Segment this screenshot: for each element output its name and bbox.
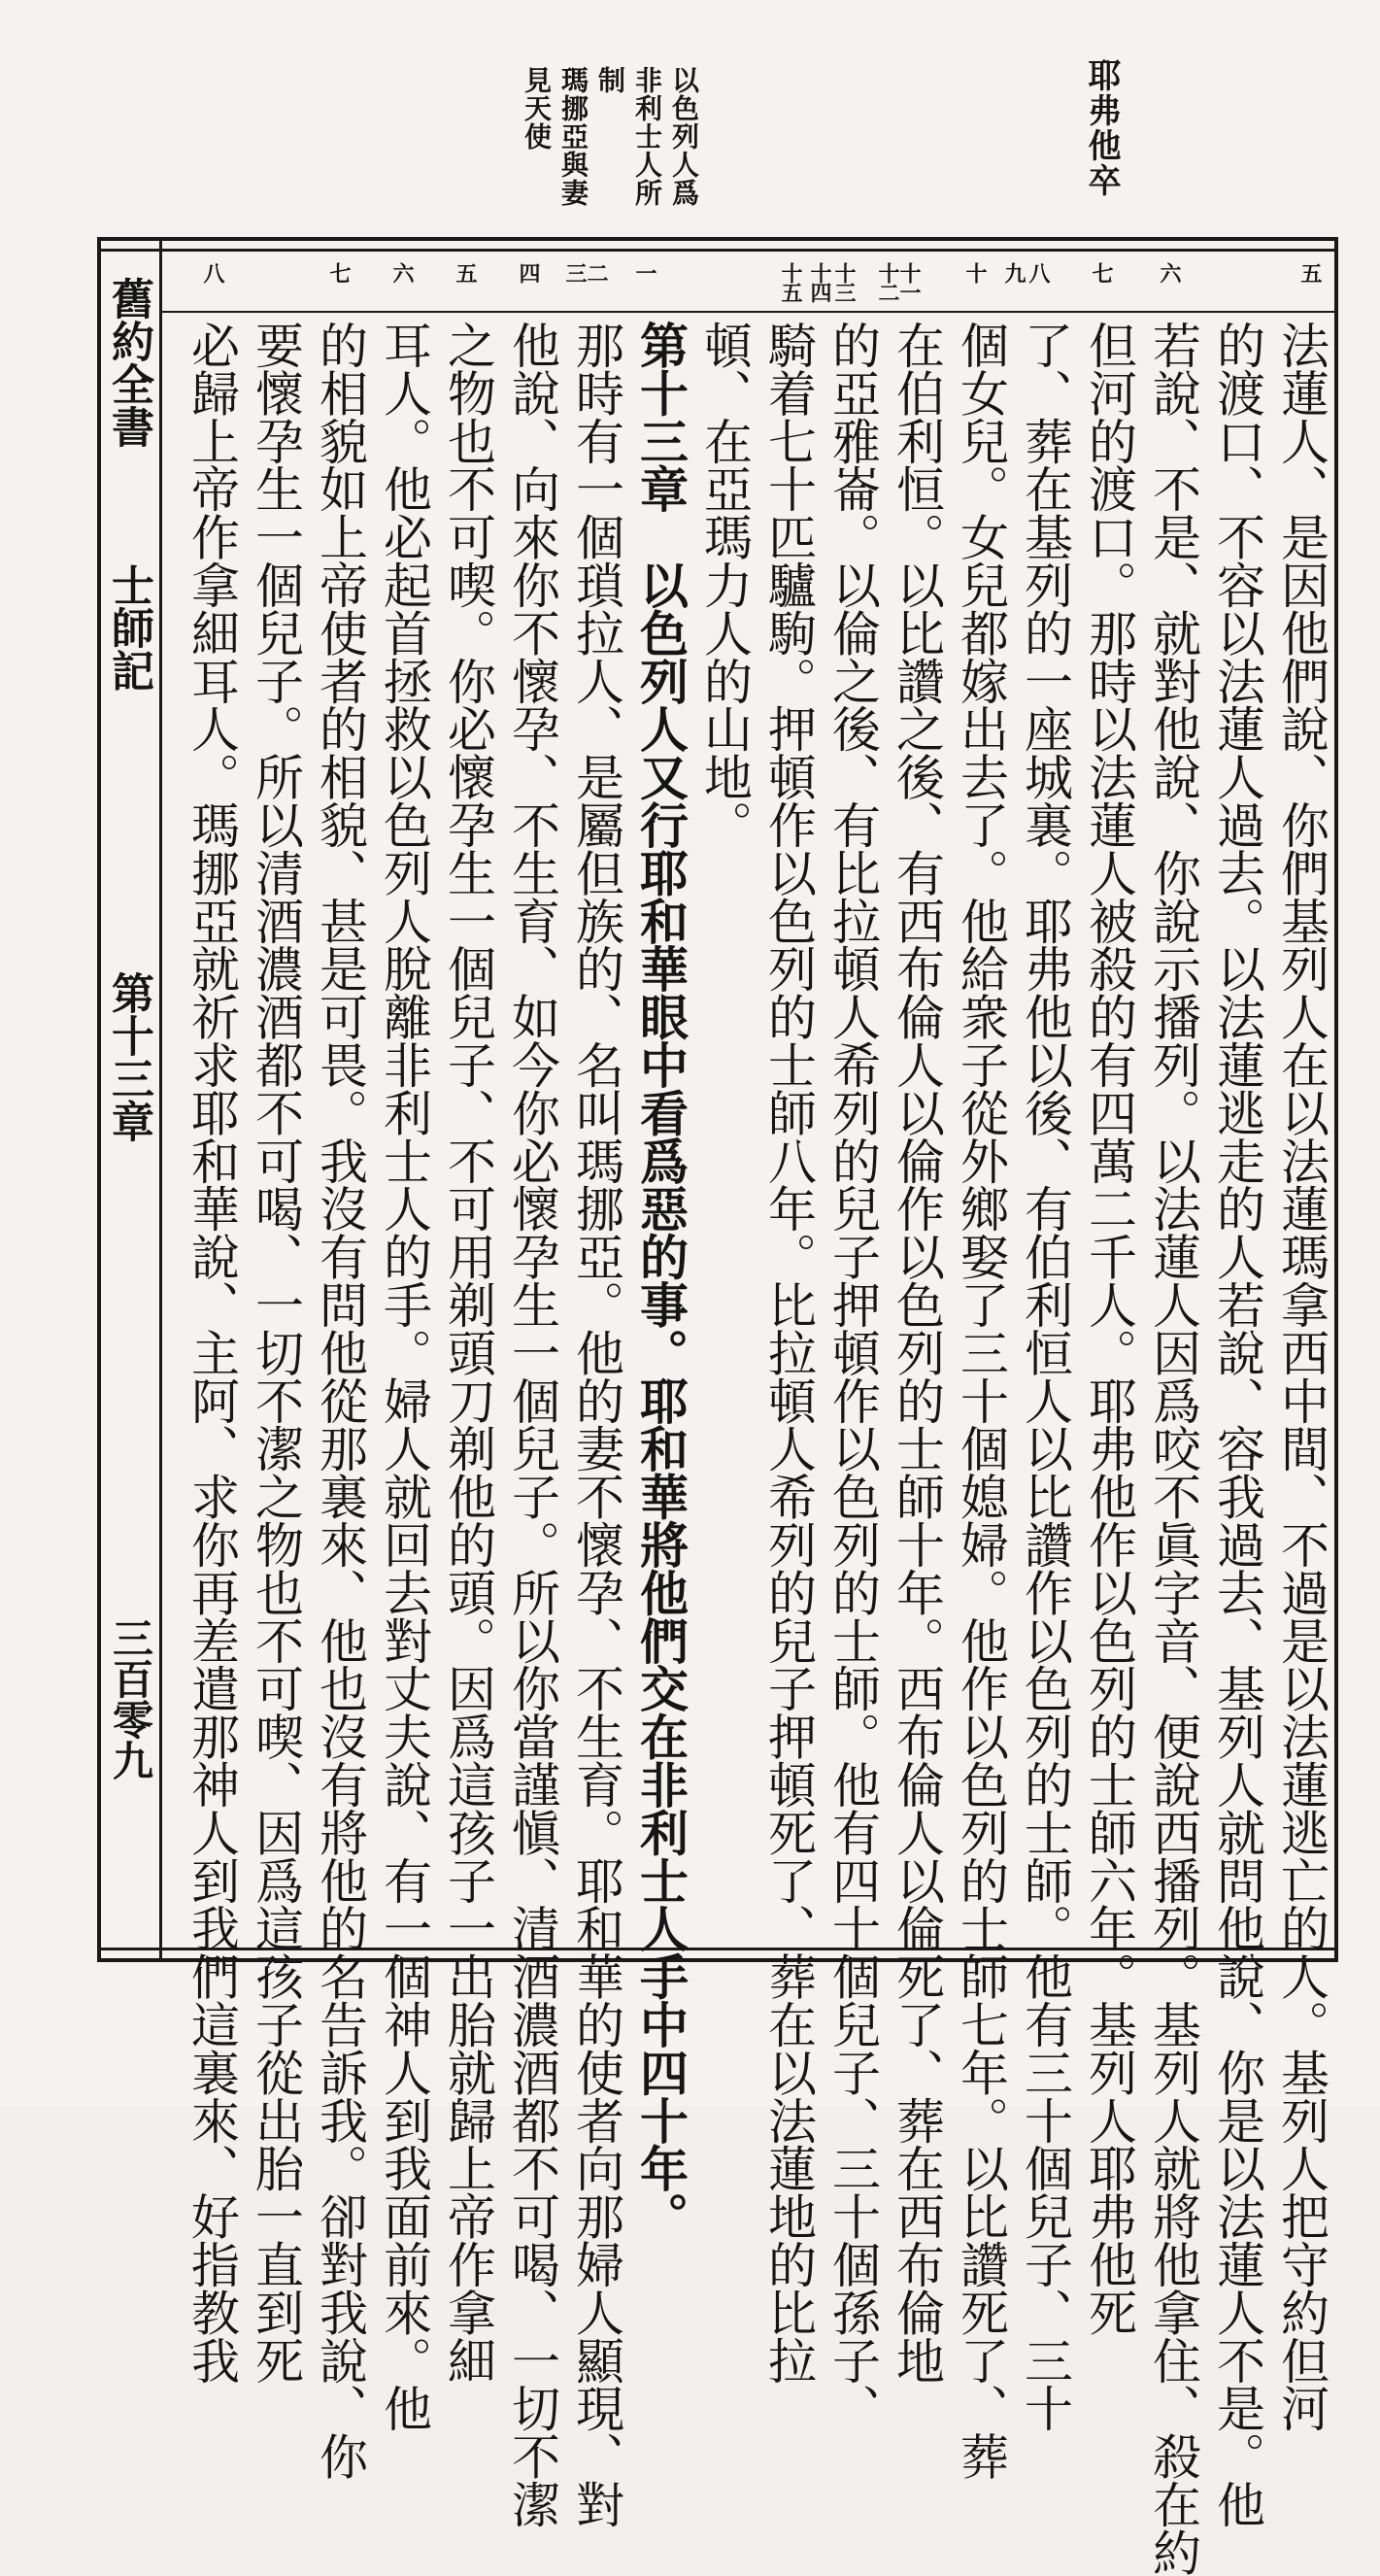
text-column: 他說、向來你不懷孕、不生育、如今你必懷孕生一個兒子。所以你當謹愼、清酒濃酒都不可喝、一切不潔 [504,321,560,2528]
text-column: 若說、不是、就對他說、你說示播列。以法蓮人因爲咬不眞字音、便說西播列。基列人就將他拿住、殺在約 [1145,321,1201,2576]
text-column: 但河的渡口。那時以法蓮人被殺的有四萬二千人。耶弗他作以色列的士師六年。基列人耶弗他死 [1081,321,1137,2336]
text-column: 的相貌如上帝使者的相貌、甚是可畏。我沒有問他從那裏來、他也沒有將他的名告訴我。卻對我說、你 [312,321,368,2481]
text-columns [175,321,1330,2576]
text-column: 個女兒。女兒都嫁出去了。他給衆子從外鄉娶了三十個媳婦。他作以色列的士師七年。以比讚死了、葬 [953,321,1009,2481]
chapter-heading-column: 第十三章 以色列人又行耶和華眼中看爲惡的事。耶和華將他們交在非利士人手中四十年。 [632,321,690,2241]
top-side-notes [520,66,700,207]
side-note: 見天使 [521,66,553,151]
running-chapter: 第十三章 [104,971,153,1142]
verse-number: 十三 [831,262,857,301]
verse-row-rule [159,311,1338,313]
verse-number: 五 [453,262,478,282]
verse-number: 四 [516,262,541,282]
text-column: 法蓮人、是因他們說、你們基列人在以法蓮瑪拿西中間、不過是以法蓮逃亡的人。基列人把守約但河 [1273,321,1330,2432]
page-number: 三百零九 [107,1617,154,1780]
frame-rule-top [97,249,1338,252]
verse-number: 十四 [807,262,832,301]
verse-number: 七 [326,262,352,282]
text-column: 騎着七十匹驢駒。押頓作以色列的士師八年。比拉頓人希列的兒子押頓死了、葬在以法蓮地的比拉 [760,321,817,2385]
verse-number: 六 [389,262,415,282]
side-note: 瑪挪亞與妻 [557,66,589,207]
verse-number: 五 [1297,262,1323,282]
verse-number: 三 [562,262,588,282]
text-column: 耳人。他必起首拯救以色列人脫離非利士人的手。婦人就回去對丈夫說、有一個神人到我面前來。他 [376,321,432,2432]
running-chapter-title: 耶弗他卒 [1082,58,1121,198]
verse-number: 十一 [896,262,922,301]
running-book-name: 士師記 [104,563,153,692]
text-column: 的亞雅崙。以倫之後、有比拉頓人希列的兒子押頓作以色列的士師。他有四十個兒子、三十個孫子、 [825,321,881,2432]
text-column: 頓、在亞瑪力人的山地。 [696,321,753,849]
text-column: 要懷孕生一個兒子。所以清酒濃酒都不可喝、一切不潔之物也不可喫、因爲這孩子從出胎一直到死 [248,321,304,2385]
verse-number: 十二 [875,262,900,301]
text-column: 之物也不可喫。你必懷孕生一個兒子、不可用剃頭刀剃他的頭。因爲這孩子一出胎就歸上帝作拿細 [440,321,496,2385]
side-note: 非利士人所 [631,66,663,207]
verse-number: 十五 [778,262,803,301]
text-column: 在伯利恒。以比讚之後、有西布倫人以倫作以色列的士師十年。西布倫人以倫死了、葬在西布倫地 [889,321,945,2385]
frame-rule-left [159,237,162,1962]
verse-number: 十 [962,262,988,282]
text-column: 必歸上帝作拿細耳人。瑪挪亞就祈求耶和華說、主阿、求你再差遣那神人到我們這裏來、好指教我 [184,321,240,2385]
verse-number: 二 [584,262,609,282]
verse-number: 八 [1026,262,1051,282]
side-note: 以色列人爲 [668,66,700,207]
verse-number: 八 [200,262,225,282]
text-column: 那時有一個瑣拉人、是屬但族的、名叫瑪挪亞。他的妻不懷孕、不生育。耶和華的使者向那婦人顯現、對 [568,321,624,2528]
side-note: 制 [594,66,626,94]
text-column: 的渡口、不容以法蓮人過去。以法蓮逃走的人若說、容我過去、基列人就問他說、你是以法蓮人不是。他 [1209,321,1265,2528]
running-book-title: 舊約全書 [104,277,153,448]
verse-number: 六 [1157,262,1182,282]
verse-number: 九 [1001,262,1027,282]
text-column: 了、葬在基列的一座城裏。耶弗他以後、有伯利恒人以比讚作以色列的士師。他有三十個兒子、三十 [1017,321,1073,2432]
verse-number: 一 [632,262,657,282]
verse-number: 七 [1089,262,1114,282]
